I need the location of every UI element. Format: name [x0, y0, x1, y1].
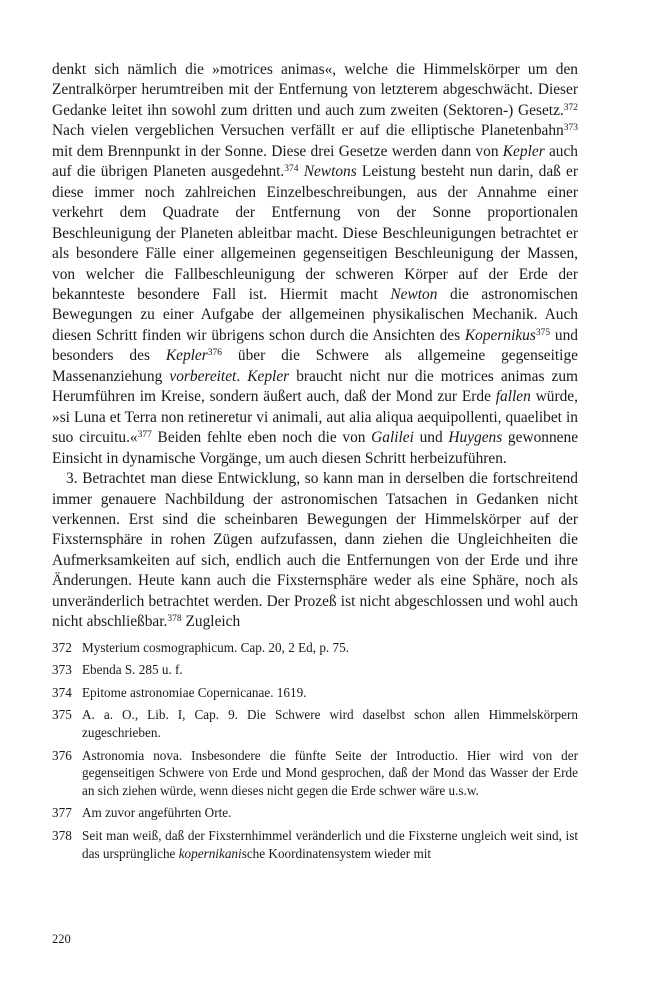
footnote-number: 374 — [52, 684, 72, 700]
text-run: Astronomia nova. Insbesondere die fünfte Seite der Introductio. Hier wird von der gegenseitigen Schwere von Erde und Mond gesprochen, daß der Mond das Wasser der Erde an sich ziehen würde, wenn dieses nicht gegen die Erde schwer wäre u.s.w. — [82, 747, 578, 798]
footnote — [52, 804, 578, 822]
body-text — [52, 60, 578, 633]
italic-text: Newton — [390, 285, 438, 303]
footnote — [52, 661, 578, 679]
text-run: Epitome astronomiae Copernicanae. 1619. — [82, 684, 307, 700]
text-run: . — [236, 367, 248, 385]
text-run: A. a. O., Lib. I, Cap. 9. Die Schwere wird daselbst schon allen Himmelskörpern zugeschrieben. — [82, 707, 578, 741]
footnote-text — [82, 639, 578, 657]
footnote-text — [82, 747, 578, 800]
italic-text: Kepler — [165, 347, 208, 365]
text-run: Nach vielen vergeblichen Versuchen verfällt er auf die elliptische Planetenbahn — [52, 122, 564, 140]
footnote-text — [82, 661, 578, 679]
footnote — [52, 684, 578, 702]
paragraph — [52, 469, 578, 633]
text-run: Beiden fehlte eben noch die von — [151, 429, 372, 447]
footnote-ref: 373 — [563, 123, 578, 134]
footnote-text — [82, 706, 578, 741]
footnote-text — [82, 827, 578, 862]
footnote-text — [82, 684, 578, 702]
footnote — [52, 639, 578, 657]
page-content — [52, 60, 578, 867]
footnote — [52, 706, 578, 741]
text-run: über die Schwere als allgemeine gegenseitige Massenanziehung — [52, 347, 578, 385]
italic-text: Huygens — [448, 429, 503, 447]
text-run: sche Koordinatensystem wieder mit — [241, 845, 432, 861]
text-run: mit dem Brennpunkt in der Sonne. Diese drei Gesetze werden dann von — [52, 142, 503, 160]
text-run: Leistung besteht nun darin, daß er diese immer noch zahlreichen Einzelbeschreibungen, aus der Annahme einer verkehrt dem Quadrate der Entfernung von der Sonne proportionalen Beschleunigung der Planeten ableitbar macht. Diese Beschleunigungen betrachtet er als besondere Fälle einer allgemeinen gegenseitigen Beschleunigung der Massen, von welcher die Fallbeschleunigung der schweren Körper auf der Erde der bekannteste besondere Fall ist. Hiermit macht — [52, 163, 578, 303]
text-run: die astronomischen Bewegungen zu einer Aufgabe der allgemeinen physikalischen Mechanik. Auch diesen Schritt finden wir übrigens schon durch die Ansichten des — [52, 285, 578, 344]
paragraph — [52, 60, 578, 469]
footnote-ref: 372 — [563, 102, 578, 113]
footnote-text — [82, 804, 578, 822]
text-run: würde, »si Luna et Terra non retineretur vi animali, aut alia aliqua aequipollenti, quaelibet in suo circuitu.« — [52, 388, 578, 447]
footnote-number: 377 — [52, 805, 72, 821]
text-run: Zugleich — [181, 613, 241, 631]
italic-text: Kopernikus — [464, 326, 536, 344]
text-run: und — [413, 429, 449, 447]
text-run: auch auf die übrigen Planeten ausgedehnt. — [52, 142, 579, 181]
italic-text: Newtons — [303, 163, 357, 181]
italic-text: Galilei — [371, 429, 414, 447]
footnote-number: 373 — [52, 662, 72, 678]
footnote-ref: 374 — [284, 164, 299, 175]
footnote — [52, 747, 578, 800]
text-run: Ebenda S. 285 u. f. — [82, 662, 183, 678]
page-number: 220 — [52, 932, 71, 946]
footnotes — [52, 639, 578, 863]
footnote-number: 372 — [52, 639, 72, 655]
text-run: braucht nicht nur die motrices animas zum Herumführen im Kreise, sondern äußert auch, daß der Mond zur Erde — [52, 367, 579, 406]
text-run: Seit man weiß, daß der Fixsternhimmel veränderlich und die Fixsterne ungleich weit sind, ist das ursprüngliche — [82, 828, 578, 861]
footnote-number: 376 — [52, 747, 72, 763]
footnote-ref: 376 — [207, 348, 222, 359]
footnote-number: 375 — [52, 707, 72, 723]
italic-text: fallen — [495, 388, 531, 406]
italic-text: Kepler — [502, 142, 545, 160]
italic-text: vorbereitet — [169, 367, 237, 385]
text-run: gewonnene Einsicht in dynamische Vorgänge, um auch diesen Schritt herbeizuführen. — [52, 429, 579, 467]
text-run: und besonders des — [52, 326, 578, 365]
text-run: 3. Betrachtet man diese Entwicklung, so kann man in derselben die fortschreitend immer genauere Nachbildung der astronomischen Tatsachen in Gedanken nicht verkennen. Erst sind die scheinbaren Bewegungen der Himmelskörper auf der Fixsternsphäre in rohen Zügen aufzufassen, dann ziehen die Ungleichheiten die Aufmerksamkeiten auf sich, endlich auch die Entfernungen von der Erde und ihre Änderungen. Heute kann auch die Fixsternsphäre weder als eine Sphäre, noch als unveränderlich betrachtet werden. Der Prozeß ist nicht abgeschlossen und wohl auch nicht abschließbar. — [52, 470, 578, 631]
text-run: denkt sich nämlich die »motrices animas«, welche die Himmelskörper um den Zentralkörper herumtreiben mit der Entfernung von letzterem abgeschwächt. Dieser Gedanke leitet ihn sowohl zum dritten und auch zum zweiten (Sektoren-) Gesetz. — [52, 61, 578, 119]
footnote-ref: 378 — [167, 614, 182, 625]
footnote — [52, 827, 578, 862]
footnote-ref: 375 — [535, 327, 551, 338]
footnote-number: 378 — [52, 828, 72, 844]
text-run: Am zuvor angeführten Orte. — [82, 805, 232, 821]
italic-text: kopernikani — [178, 845, 242, 861]
footnote-ref: 377 — [137, 430, 152, 441]
italic-text: Kepler — [247, 367, 290, 385]
text-run: Mysterium cosmographicum. Cap. 20, 2 Ed, p. 75. — [82, 639, 350, 655]
